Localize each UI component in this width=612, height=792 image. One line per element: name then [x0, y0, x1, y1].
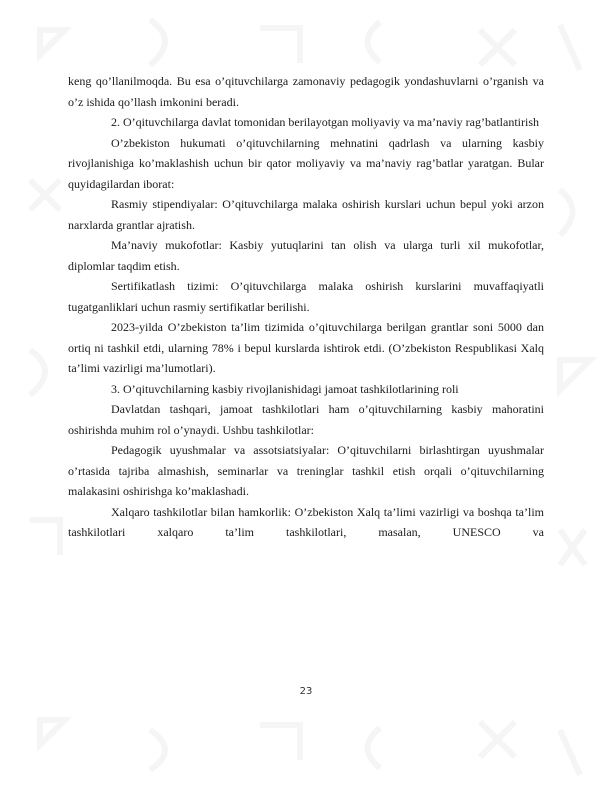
paragraph-5: Ma’naviy mukofotlar: Kasbiy yutuqlarini tan olish va ularga turli xil mukofotlar, diplomlar taqdim etish.	[68, 238, 544, 273]
paragraph-11: Xalqaro tashkilotlar bilan hamkorlik: O’zbekiston Xalq ta’limi vazirligi va boshqa ta’lim tashkilotlari xalqaro ta’lim tashkilotlari, masalan, UNESCO va	[68, 504, 544, 539]
paragraph-6: Sertifikatlash tizimi: O’qituvchilarga malaka oshirish kurslarini muvaffaqiyatli tugatganliklari uchun rasmiy sertifikatlar berilishi.	[68, 279, 544, 314]
paragraph-4: Rasmiy stipendiyalar: O’qituvchilarga malaka oshirish kurslari uchun bepul yoki arzon narxlarda grantlar ajratish.	[68, 197, 544, 232]
paragraph-9: Davlatdan tashqari, jamoat tashkilotlari ham o’qituvchilarning kasbiy mahoratini oshirishda muhim rol o’ynaydi. Ushbu tashkilotlar:	[68, 402, 544, 437]
paragraph-10: Pedagogik uyushmalar va assotsiatsiyalar: O’qituvchilarni birlashtirgan uyushmalar o’rtasida tajriba almashish, seminarlar va treninglar tashkil etish orqali o’qituvchilarning malakasini oshirishga ko’maklashadi.	[68, 443, 544, 498]
paragraph-8: 3. O’qituvchilarning kasbiy rivojlanishidagi jamoat tashkilotlarining roli	[111, 381, 459, 396]
paragraph-7: 2023-yilda O’zbekiston ta’lim tizimida o’qituvchilarga berilgan grantlar soni 5000 dan ortiq ni tashkil etdi, ularning 78% i bepul kurslarda ishtirok etdi. (O’zbekiston Respublikasi Xalq ta’limi vazirligi ma’lumotlari).	[68, 320, 544, 375]
paragraph-2: 2. O’qituvchilarga davlat tomonidan berilayotgan moliyaviy va ma’naviy rag’batlantirish	[111, 115, 539, 129]
paragraph-3: O’zbekiston hukumati o’qituvchilarning mehnatini qadrlash va ularning kasbiy rivojlanishiga ko’maklashish uchun bir qator moliyaviy va ma’naviy rag’batlar yaratgan. Bular quyidagilardan iborat:	[68, 135, 544, 191]
page-number: 23	[299, 686, 313, 697]
document-body	[68, 71, 544, 543]
paragraph-1: keng qo’llanilmoqda. Bu esa o’qituvchilarga zamonaviy pedagogik yondashuvlarni o’rganish va o’z ishida qo’llash imkonini beradi.	[68, 74, 544, 109]
